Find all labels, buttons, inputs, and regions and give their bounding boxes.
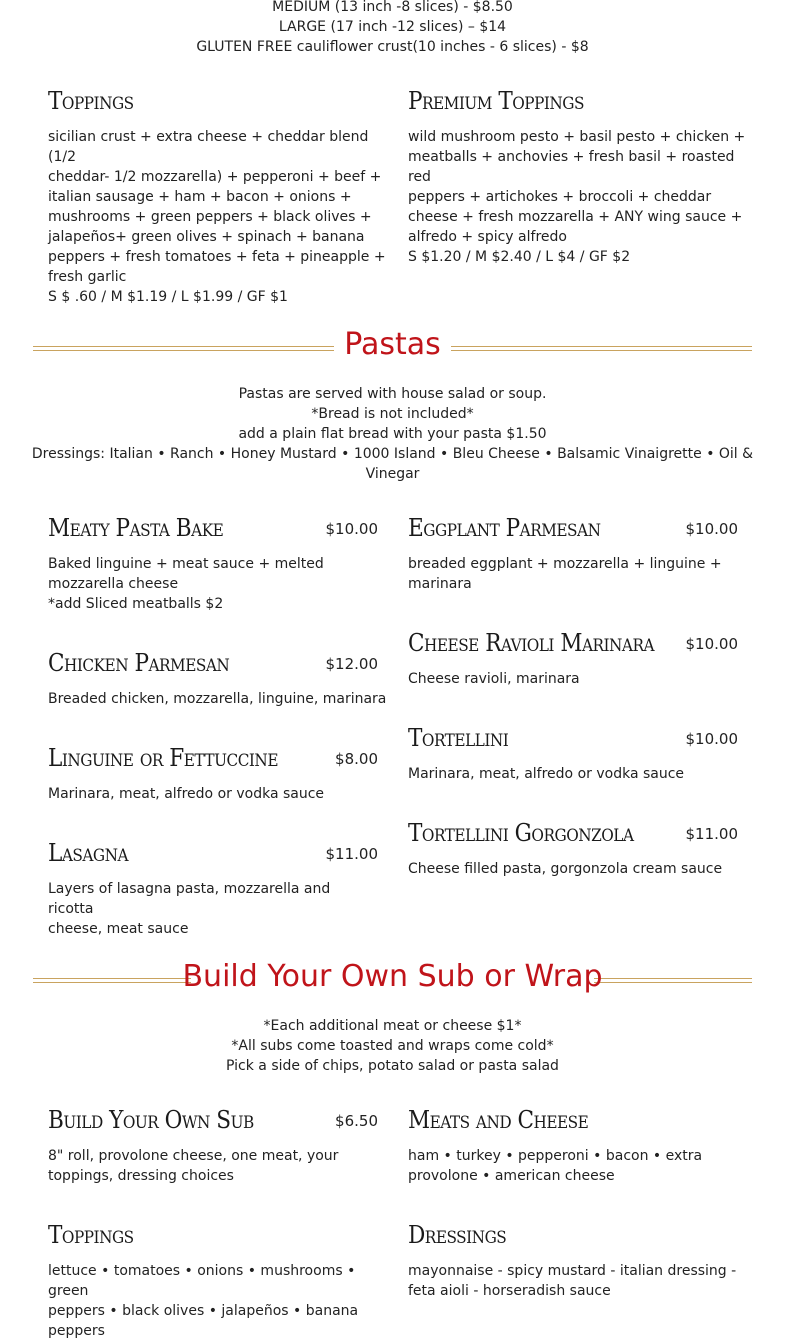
- menu-item-price: $11.00: [685, 825, 738, 843]
- dressings-note: Vinegar: [365, 466, 420, 482]
- sub-note: *All subs come toasted and wraps come cold*: [231, 1038, 554, 1054]
- pasta-note: add a plain flat bread with your pasta $1.50: [238, 426, 547, 442]
- menu-item-description: 8" roll, provolone cheese, one meat, your toppings, dressing choices: [48, 1148, 339, 1184]
- menu-item-price: $6.50: [335, 1112, 378, 1130]
- toppings-title: Toppings: [48, 87, 134, 115]
- menu-item-description: Baked linguine + meat sauce + melted mozzarella cheese *add Sliced meatballs $2: [48, 556, 324, 612]
- menu-item-title: Linguine or Fettuccine: [48, 744, 278, 772]
- size-large: LARGE (17 inch -12 slices) – $14: [278, 19, 507, 35]
- menu-item-description: ham • turkey • pepperoni • bacon • extra provolone • american cheese: [408, 1148, 703, 1184]
- pasta-note: *Bread is not included*: [311, 406, 474, 422]
- menu-item-price: $11.00: [325, 845, 378, 863]
- toppings-prices: S $ .60 / M $1.19 / L $1.99 / GF $1: [48, 289, 288, 305]
- menu-item-title: Toppings: [48, 1221, 134, 1249]
- menu-item-title: Tortellini: [408, 724, 509, 752]
- menu-item-price: $10.00: [685, 520, 738, 538]
- menu-item-price: $8.00: [335, 750, 378, 768]
- menu-item-description: Marinara, meat, alfredo or vodka sauce: [48, 786, 325, 802]
- sub-note: *Each additional meat or cheese $1*: [263, 1018, 522, 1034]
- menu-item-description: Marinara, meat, alfredo or vodka sauce: [408, 766, 685, 782]
- menu-item-description: mayonnaise - spicy mustard - italian dressing - feta aioli - horseradish sauce: [408, 1263, 737, 1299]
- menu-item-price: $10.00: [685, 635, 738, 653]
- premium-toppings-prices: S $1.20 / M $2.40 / L $4 / GF $2: [408, 249, 631, 265]
- sub-note: Pick a side of chips, potato salad or pasta salad: [226, 1058, 559, 1074]
- menu-item-title: Meats and Cheese: [408, 1106, 589, 1134]
- section-heading-pastas: Pastas: [344, 327, 441, 362]
- menu-item-title: Chicken Parmesan: [48, 649, 230, 677]
- menu-item-description: breaded eggplant + mozzarella + linguine + marinara: [408, 556, 722, 592]
- menu-item-description: Cheese ravioli, marinara: [408, 671, 580, 687]
- size-medium: MEDIUM (13 inch -8 slices) - $8.50: [272, 0, 513, 15]
- menu-item-price: $12.00: [325, 655, 378, 673]
- size-gluten-free: GLUTEN FREE cauliflower crust(10 inches - 6 slices) - $8: [196, 39, 589, 55]
- pasta-note: Pastas are served with house salad or soup.: [238, 386, 547, 402]
- menu-item-title: Dressings: [408, 1221, 507, 1249]
- menu-item-price: $10.00: [685, 730, 738, 748]
- section-heading-subs: Build Your Own Sub or Wrap: [182, 959, 603, 994]
- premium-toppings-description: wild mushroom pesto + basil pesto + chicken + meatballs + anchovies + fresh basil + roasted red peppers + artichokes + broccoli + cheddar cheese + fresh mozzarella + ANY wing sauce + alfredo + spicy alfredo S $1.20 / M $2.40 / L $4 / GF $2: [408, 127, 748, 267]
- toppings-description: sicilian crust + extra cheese + cheddar blend (1/2 cheddar- 1/2 mozzarella) + pepperoni + beef + italian sausage + ham + bacon + onions + mushrooms + green peppers + black olives + jalapeños+ green olives + spinach + banana peppers + fresh tomatoes + feta + pineapple + fresh garlic S $ .60 / M $1.19 / L $1.99 / GF $1: [48, 127, 388, 307]
- premium-toppings-title: Premium Toppings: [408, 87, 584, 115]
- menu-item-description: Breaded chicken, mozzarella, linguine, marinara: [48, 691, 387, 707]
- menu-item-title: Build Your Own Sub: [48, 1106, 254, 1134]
- menu-item-title: Lasagna: [48, 839, 129, 867]
- menu-item-description: Cheese filled pasta, gorgonzola cream sauce: [408, 861, 723, 877]
- menu-item-title: Eggplant Parmesan: [408, 514, 601, 542]
- dressings-note: Dressings: Italian • Ranch • Honey Mustard • 1000 Island • Bleu Cheese • Balsamic Vinaigrette • Oil &: [31, 446, 754, 462]
- menu-item-title: Tortellini Gorgonzola: [408, 819, 634, 847]
- menu-item-price: $10.00: [325, 520, 378, 538]
- menu-item-title: Meaty Pasta Bake: [48, 514, 224, 542]
- menu-item-description: lettuce • tomatoes • onions • mushrooms • green peppers • black olives • jalapeños • banana peppers: [48, 1263, 359, 1339]
- menu-item-description: Layers of lasagna pasta, mozzarella and ricotta cheese, meat sauce: [48, 881, 331, 937]
- menu-item-title: Cheese Ravioli Marinara: [408, 629, 655, 657]
